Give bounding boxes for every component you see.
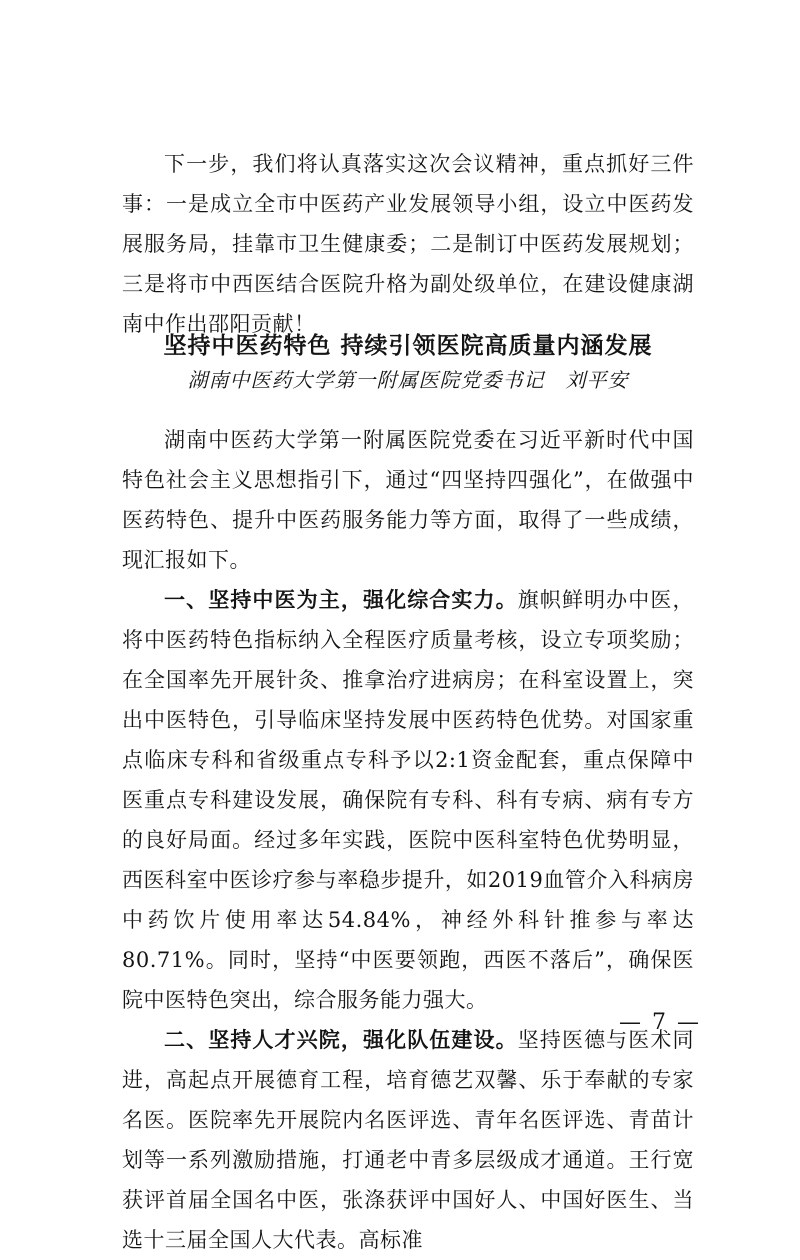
- paragraph-heading: 一、坚持中医为主，强化综合实力。: [164, 588, 518, 612]
- paragraph-heading: 二、坚持人才兴院，强化队伍建设。: [164, 1028, 518, 1052]
- article-title: 坚持中医药特色 持续引领医院高质量内涵发展: [163, 333, 653, 359]
- intro-section: [122, 144, 694, 344]
- page-number: — 7 —: [619, 1010, 701, 1035]
- article-byline: 湖南中医药大学第一附属医院党委书记 刘平安: [187, 368, 629, 392]
- intro-paragraph: 下一步，我们将认真落实这次会议精神，重点抓好三件事：一是成立全市中医药产业发展领导小组，设立中医药发展服务局，挂靠市卫生健康委；二是制订中医药发展规划；三是将市中西医结合医院升格为副处级单位，在建设健康湖南中作出邵阳贡献！: [122, 152, 694, 336]
- article-body: [122, 420, 694, 1260]
- paragraph-text: 湖南中医药大学第一附属医院党委在习近平新时代中国特色社会主义思想指引下，通过“四坚持四强化”，在做强中医药特色、提升中医药服务能力等方面，取得了一些成绩，现汇报如下。: [122, 428, 694, 572]
- body-paragraph: [122, 580, 694, 1020]
- paragraph-text: 旗帜鲜明办中医，将中医药特色指标纳入全程医疗质量考核，设立专项奖励；在全国率先开展针灸、推拿治疗进病房；在科室设置上，突出中医特色，引导临床坚持发展中医药特色优势。对国家重点临床专科和省级重点专科予以2:1资金配套，重点保障中医重点专科建设发展，确保院有专科、科有专病、病有专方的良好局面。经过多年实践，医院中医科室特色优势明显，西医科室中医诊疗参与率稳步提升，如2019血管介入科病房中药饮片使用率达54.84%，神经外科针推参与率达80.71%。同时，坚持“中医要领跑，西医不落后”，确保医院中医特色突出，综合服务能力强大。: [122, 588, 695, 1012]
- body-paragraph: [122, 1020, 694, 1260]
- paragraph-text: 坚持医德与医术同进，高起点开展德育工程，培育德艺双馨、乐于奉献的专家名医。医院率先开展院内名医评选、青年名医评选、青苗计划等一系列激励措施，打通老中青多层级成才通道。王行宽获评首届全国名中医，张涤获评中国好人、中国好医生、当选十三届全国人大代表。高标准: [122, 1028, 695, 1252]
- body-paragraph: [122, 420, 694, 580]
